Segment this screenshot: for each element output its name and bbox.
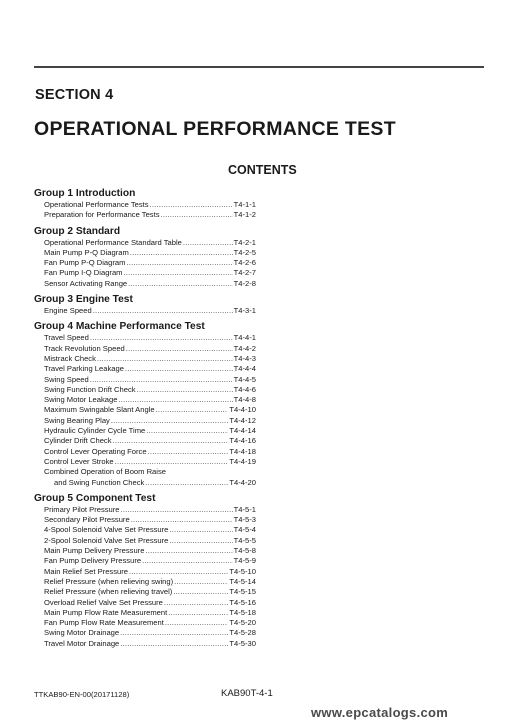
toc-entry-label: Fan Pump P-Q Diagram (44, 258, 126, 268)
toc-entry-label: Control Lever Operating Force (44, 446, 147, 456)
toc-entry-page: T4-4-14 (229, 426, 256, 436)
contents-heading: CONTENTS (228, 163, 297, 177)
toc-dot-leader (145, 478, 228, 488)
toc-entry-label: Primary Pilot Pressure (44, 504, 120, 514)
toc-entry-label: Swing Function Drift Check (44, 384, 136, 394)
toc-group (34, 188, 256, 221)
toc-dot-leader (126, 258, 232, 268)
toc-group-title: Group 2 Standard (34, 225, 121, 237)
toc-entry[interactable] (34, 385, 256, 395)
toc-dot-leader (173, 587, 228, 597)
toc-entry-page: T4-5-28 (229, 628, 256, 638)
toc-entry-page: T4-4-12 (229, 415, 256, 425)
toc-entry[interactable] (34, 426, 256, 436)
toc-entry[interactable] (34, 238, 256, 248)
toc-entry[interactable] (34, 375, 256, 385)
toc-entry-label: Fan Pump I-Q Diagram (44, 268, 123, 278)
toc-entry-page: T4-5-4 (233, 525, 256, 535)
header-rule (34, 66, 484, 68)
toc-entry-label: Swing Speed (44, 374, 89, 384)
toc-entry-label: Swing Bearing Play (44, 415, 110, 425)
toc-dot-leader (97, 354, 233, 364)
toc-entry[interactable] (34, 416, 256, 426)
toc-dot-leader (113, 436, 229, 446)
toc-entry-page: T4-4-18 (229, 446, 256, 456)
toc-entry-label: Relief Pressure (when relieving swing) (44, 576, 174, 586)
toc-entry-page: T4-4-6 (233, 384, 256, 394)
toc-entry-page: T4-4-4 (233, 364, 256, 374)
toc-dot-leader (90, 333, 233, 343)
toc-dot-leader (124, 268, 233, 278)
toc-dot-leader (90, 375, 233, 385)
toc-entry-page: T4-5-9 (233, 556, 256, 566)
toc-entry-page: T4-1-2 (233, 210, 256, 220)
toc-dot-leader (183, 238, 233, 248)
toc-entry-label: Main Pump Delivery Pressure (44, 546, 145, 556)
toc-dot-leader (148, 447, 229, 457)
footer-page-code: KAB90T-4-1 (221, 688, 273, 699)
toc-entry-label: Cylinder Drift Check (44, 436, 112, 446)
toc-dot-leader (129, 567, 228, 577)
toc-entry-label: Preparation for Performance Tests (44, 210, 160, 220)
toc-entry[interactable] (34, 333, 256, 343)
watermark: www.epcatalogs.com (311, 705, 449, 720)
toc-dot-leader (118, 395, 232, 405)
toc-entry-page: T4-5-1 (233, 504, 256, 514)
toc-group (34, 294, 256, 316)
toc-entry-page: T4-3-1 (233, 306, 256, 316)
toc-entry-page: T4-5-20 (229, 618, 256, 628)
toc-entry[interactable] (34, 457, 256, 467)
toc-dot-leader (164, 598, 229, 608)
table-of-contents (34, 188, 256, 654)
toc-entry[interactable] (34, 639, 256, 649)
toc-entry-page: T4-4-5 (233, 374, 256, 384)
toc-entry-page: T4-2-8 (233, 278, 256, 288)
toc-entry-page: T4-4-10 (229, 405, 256, 415)
toc-dot-leader (93, 306, 233, 316)
toc-entry[interactable] (34, 608, 256, 618)
toc-dot-leader (128, 279, 232, 289)
page-title: OPERATIONAL PERFORMANCE TEST (34, 118, 396, 140)
toc-entry-page: T4-5-30 (229, 638, 256, 648)
toc-entry-label: Track Revolution Speed (44, 343, 125, 353)
toc-entry[interactable] (34, 478, 256, 488)
toc-entry-page: T4-4-3 (233, 353, 256, 363)
toc-entry-label: Control Lever Stroke (44, 456, 114, 466)
toc-entry-label: Hydraulic Cylinder Cycle Time (44, 426, 146, 436)
toc-entry-page: T4-1-1 (233, 200, 256, 209)
toc-entry-label: Main Relief Set Pressure (44, 566, 128, 576)
toc-entry[interactable] (34, 536, 256, 546)
toc-entry[interactable] (34, 268, 256, 278)
toc-entry-page: T4-5-3 (233, 515, 256, 525)
toc-dot-leader (156, 405, 229, 415)
toc-entry-page: T4-5-18 (229, 607, 256, 617)
toc-dot-leader (130, 248, 233, 258)
toc-entry-label: Travel Speed (44, 333, 89, 343)
toc-entry-page: T4-5-8 (233, 546, 256, 556)
toc-dot-leader (150, 200, 233, 210)
toc-dot-leader (165, 618, 229, 628)
toc-entry-label: Combined Operation of Boom Raise (44, 467, 166, 477)
toc-dot-leader (115, 457, 229, 467)
toc-entry-label: Secondary Pilot Pressure (44, 515, 130, 525)
toc-group-title: Group 4 Machine Performance Test (34, 321, 205, 333)
toc-entry-page: T4-5-15 (229, 587, 256, 597)
toc-dot-leader (168, 608, 228, 618)
toc-entry-page: T4-4-8 (233, 395, 256, 405)
toc-entry-label: Fan Pump Flow Rate Measurement (44, 618, 164, 628)
toc-entry[interactable] (34, 447, 256, 457)
toc-entry-page: T4-2-1 (233, 237, 256, 247)
toc-entry-label: Operational Performance Standard Table (44, 237, 182, 247)
toc-group-title: Group 1 Introduction (34, 188, 136, 199)
section-label: SECTION 4 (35, 87, 114, 103)
toc-group-title: Group 5 Component Test (34, 492, 156, 504)
toc-entry-label: 4-Spool Solenoid Valve Set Pressure (44, 525, 169, 535)
toc-dot-leader (169, 525, 232, 535)
toc-dot-leader (174, 577, 228, 587)
toc-entry-page: T4-5-5 (233, 535, 256, 545)
toc-entry-page: T4-2-7 (233, 268, 256, 278)
toc-entry[interactable] (34, 210, 256, 220)
toc-entry-label: Fan Pump Delivery Pressure (44, 556, 142, 566)
toc-entry[interactable] (34, 618, 256, 628)
toc-entry-label: Travel Parking Leakage (44, 364, 124, 374)
toc-group-title: Group 3 Engine Test (34, 294, 133, 306)
toc-entry[interactable] (34, 525, 256, 535)
toc-entry-page: T4-4-1 (233, 333, 256, 343)
toc-entry-page: T4-5-10 (229, 566, 256, 576)
toc-entry[interactable] (34, 344, 256, 354)
toc-entry[interactable] (34, 248, 256, 258)
toc-entry-page: T4-5-14 (229, 576, 256, 586)
toc-entry-label: and Swing Function Check (54, 477, 145, 487)
toc-entry[interactable] (34, 354, 256, 364)
toc-entry[interactable] (34, 505, 256, 515)
toc-dot-leader (125, 364, 233, 374)
toc-dot-leader (161, 210, 233, 220)
toc-entry-label: Overload Relief Valve Set Pressure (44, 597, 163, 607)
toc-entry[interactable] (34, 395, 256, 405)
toc-entry-page: T4-5-16 (229, 597, 256, 607)
toc-entry[interactable] (34, 258, 256, 268)
toc-dot-leader (121, 505, 233, 515)
toc-entry[interactable] (34, 200, 256, 210)
toc-dot-leader (169, 536, 232, 546)
toc-dot-leader (120, 639, 228, 649)
toc-dot-leader (126, 344, 233, 354)
toc-entry-label: Swing Motor Leakage (44, 395, 118, 405)
toc-entry-page: T4-4-19 (229, 456, 256, 466)
toc-entry[interactable] (34, 467, 256, 477)
toc-group (34, 321, 256, 487)
toc-entry-label: Sensor Activating Range (44, 278, 128, 288)
toc-entry-label: Engine Speed (44, 306, 92, 316)
toc-entry-label: Maximum Swingable Slant Angle (44, 405, 155, 415)
toc-entry[interactable] (34, 364, 256, 374)
toc-entry-label: 2-Spool Solenoid Valve Set Pressure (44, 535, 169, 545)
toc-entry[interactable] (34, 556, 256, 566)
toc-entry[interactable] (34, 598, 256, 608)
toc-entry-page: T4-4-2 (233, 343, 256, 353)
toc-entry-label: Swing Motor Drainage (44, 628, 120, 638)
toc-group (34, 226, 256, 289)
toc-entry-page: T4-4-16 (229, 436, 256, 446)
toc-dot-leader (120, 628, 228, 638)
toc-dot-leader (146, 426, 228, 436)
toc-group (34, 493, 256, 649)
toc-entry[interactable] (34, 567, 256, 577)
toc-entry-page: T4-4-20 (229, 477, 256, 487)
toc-entry-page: T4-2-5 (233, 247, 256, 257)
toc-dot-leader (111, 416, 229, 426)
toc-entry-label: Mistrack Check (44, 353, 96, 363)
toc-entry[interactable] (34, 306, 256, 316)
toc-entry[interactable] (34, 546, 256, 556)
toc-entry-label: Relief Pressure (when relieving travel) (44, 587, 173, 597)
toc-dot-leader (145, 546, 232, 556)
toc-entry[interactable] (34, 515, 256, 525)
footer-doc-code: TTKAB90-EN-00(20171128) (34, 690, 130, 699)
toc-entry[interactable] (34, 587, 256, 597)
toc-entry-label: Operational Performance Tests (44, 200, 149, 209)
toc-entry-label: Main Pump Flow Rate Measurement (44, 607, 168, 617)
toc-dot-leader (137, 385, 233, 395)
toc-entry[interactable] (34, 436, 256, 446)
toc-dot-leader (142, 556, 233, 566)
toc-entry[interactable] (34, 279, 256, 289)
toc-entry-label: Main Pump P-Q Diagram (44, 247, 129, 257)
toc-entry-page: T4-2-6 (233, 258, 256, 268)
toc-entry[interactable] (34, 628, 256, 638)
toc-dot-leader (131, 515, 233, 525)
toc-entry[interactable] (34, 405, 256, 415)
toc-entry-label: Travel Motor Drainage (44, 638, 120, 648)
toc-entry[interactable] (34, 577, 256, 587)
